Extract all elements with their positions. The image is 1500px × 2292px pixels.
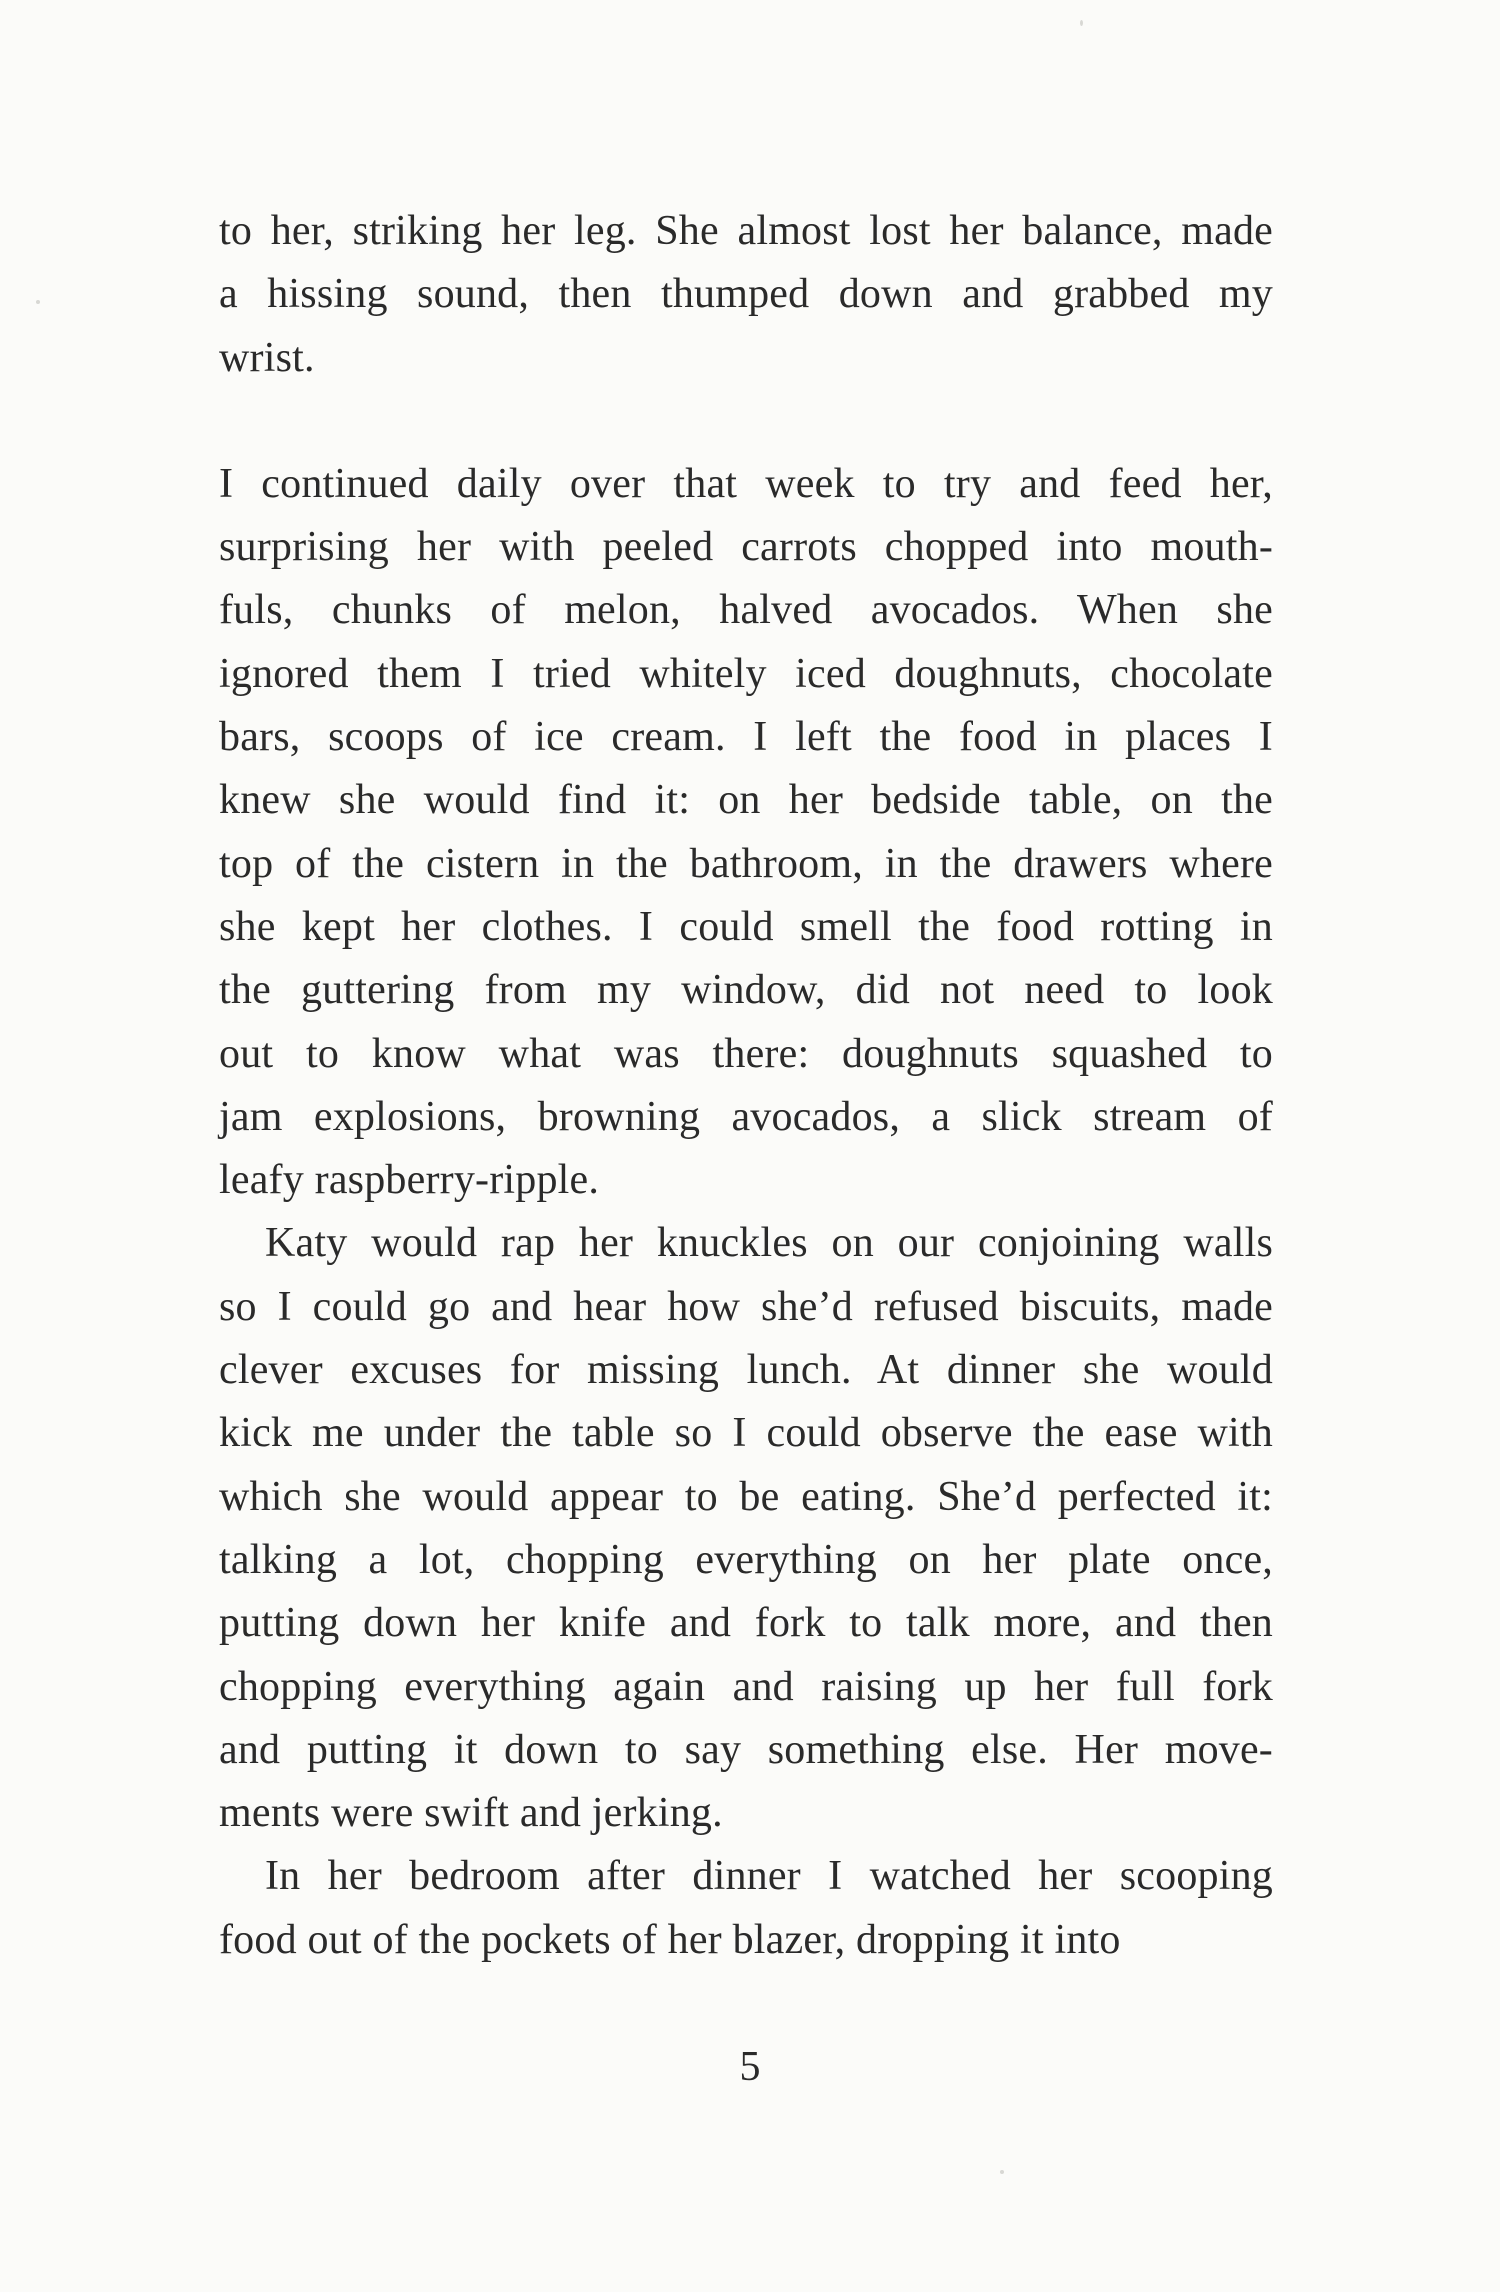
paragraph	[219, 453, 1273, 1213]
text-line: ments were swift and jerking.	[219, 1790, 723, 1837]
text-line: bars, scoops of ice cream. I left the food in places I	[219, 714, 1273, 761]
text-line: leafy raspberry-ripple.	[219, 1157, 600, 1204]
scan-speck	[1080, 20, 1083, 26]
text-line: a hissing sound, then thumped down and grabbed my	[219, 271, 1273, 318]
text-line: chopping everything again and raising up her full fork	[219, 1663, 1273, 1710]
text-line: she kept her clothes. I could smell the food rotting in	[219, 903, 1273, 950]
paragraph	[219, 200, 1273, 390]
text-line: putting down her knife and fork to talk more, and then	[219, 1600, 1273, 1647]
text-line: the guttering from my window, did not need to look	[219, 967, 1273, 1014]
text-line: kick me under the table so I could observe the ease with	[219, 1410, 1273, 1457]
page-number: 5	[739, 2044, 761, 2090]
scan-speck	[1000, 2170, 1004, 2174]
text-line: top of the cistern in the bathroom, in the drawers where	[219, 840, 1273, 887]
text-line: out to know what was there: doughnuts squashed to	[219, 1030, 1273, 1077]
text-line: In her bedroom after dinner I watched her scooping	[265, 1853, 1273, 1900]
text-line: so I could go and hear how she’d refused biscuits, made	[219, 1283, 1273, 1330]
text-line: which she would appear to be eating. She’d perfected it:	[219, 1473, 1273, 1520]
paragraph	[219, 1212, 1273, 1845]
paragraph	[219, 1845, 1273, 1972]
text-line: I continued daily over that week to try and feed her,	[219, 460, 1273, 507]
book-page-body	[219, 200, 1273, 1972]
text-line: surprising her with peeled carrots chopped into mouth-	[219, 524, 1273, 571]
text-line: wrist.	[219, 334, 315, 381]
text-line: ignored them I tried whitely iced doughnuts, chocolate	[219, 650, 1273, 697]
text-line: fuls, chunks of melon, halved avocados. When she	[219, 587, 1273, 634]
text-line: food out of the pockets of her blazer, dropping it into	[219, 1916, 1121, 1963]
text-line: knew she would find it: on her bedside table, on the	[219, 777, 1273, 824]
text-line: talking a lot, chopping everything on her plate once,	[219, 1536, 1273, 1583]
text-line: Katy would rap her knuckles on our conjoining walls	[265, 1220, 1273, 1267]
text-line: clever excuses for missing lunch. At dinner she would	[219, 1347, 1273, 1394]
text-line: and putting it down to say something else. Her move-	[219, 1726, 1273, 1773]
scan-speck	[36, 300, 40, 304]
text-line: jam explosions, browning avocados, a slick stream of	[219, 1093, 1273, 1140]
text-line: to her, striking her leg. She almost lost her balance, made	[219, 208, 1273, 254]
